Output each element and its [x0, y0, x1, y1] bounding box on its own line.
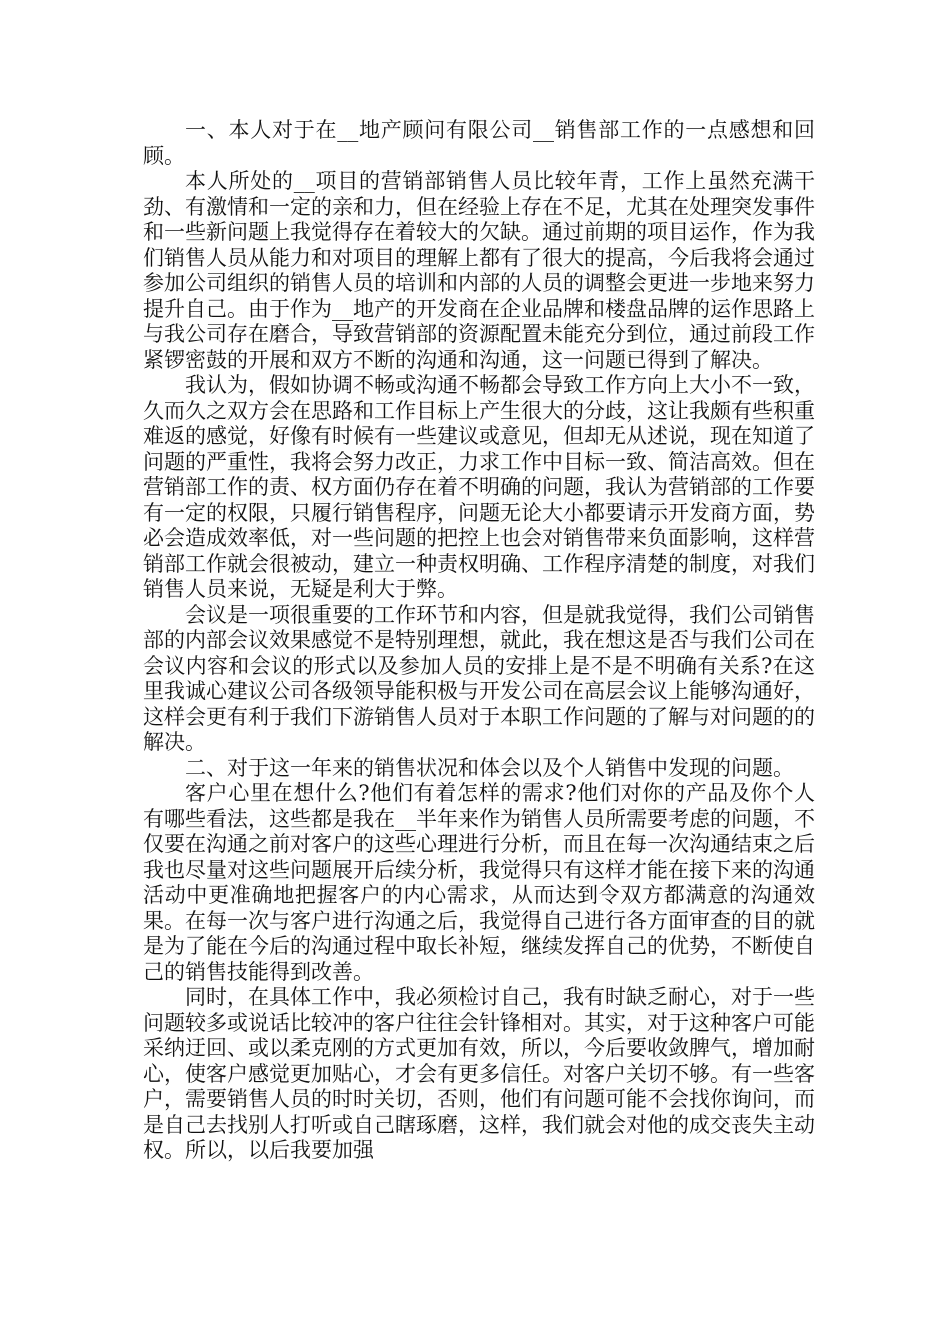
paragraph-communication-issues: 我认为，假如协调不畅或沟通不畅都会导致工作方向上大小不一致，久而久之双方会在思路和工作目标上产生很大的分歧，这让我颇有些积重难返的感觉，好像有时候有一些建议或意见，但却无从述说，现在知道了问题的严重性，我将会努力改正，力求工作中目标一致、简洁高效。但在营销部工作的责、权方面仍存在着不明确的问题，我认为营销部的工作要有一定的权限，只履行销售程序，问题无论大小都要请示开发商方面，势必会造成效率低，对一些问题的把控上也会对销售带来负面影响，这样营销部工作就会很被动，建立一种责权明确、工作程序清楚的制度，对我们销售人员来说，无疑是利大于弊。: [143, 373, 815, 601]
paragraph-section-two-heading: 二、对于这一年来的销售状况和体会以及个人销售中发现的问题。: [185, 755, 794, 780]
paragraph-self-review: 同时，在具体工作中，我必须检讨自己，我有时缺乏耐心，对于一些问题较多或说话比较冲的客户往往会针锋相对。其实，对于这种客户可能采纳迂回、或以柔克刚的方式更加有效，所以，今后要收敛脾气，增加耐心，使客户感觉更加贴心，才会有更多信任。对客户关切不够。有一些客户，需要销售人员的时时关切，否则，他们有问题可能不会找你询问，而是自己去找别人打听或自己瞎琢磨，这样，我们就会对他的成交丧失主动权。所以，以后我要加强: [143, 985, 815, 1162]
document-body: [143, 118, 815, 1164]
paragraph-section-one-heading: 一、本人对于在__地产顾问有限公司__销售部工作的一点感想和回顾。: [143, 118, 815, 168]
paragraph-team-experience: 本人所处的__项目的营销部销售人员比较年青，工作上虽然充满干劲、有激情和一定的亲和力，但在经验上存在不足，尤其在处理突发事件和一些新问题上我觉得存在着较大的欠缺。通过前期的项目运作，作为我们销售人员从能力和对项目的理解上都有了很大的提高，今后我将会通过参加公司组织的销售人员的培训和内部的人员的调整会更进一步地来努力提升自己。由于作为__地产的开发商在企业品牌和楼盘品牌的运作思路上与我公司存在磨合，导致营销部的资源配置未能充分到位，通过前段工作紧锣密鼓的开展和双方不断的沟通和沟通，这一问题已得到了解决。: [143, 169, 815, 372]
paragraph-customer-needs: 客户心里在想什么?他们有着怎样的需求?他们对你的产品及你个人有哪些看法，这些都是我在__半年来作为销售人员所需要考虑的问题，不仅要在沟通之前对客户的这些心理进行分析，而且在每一次沟通结束之后我也尽量对这些问题展开后续分析，我觉得只有这样才能在接下来的沟通活动中更准确地把握客户的内心需求，从而达到令双方都满意的沟通效果。在每一次与客户进行沟通之后，我觉得自己进行各方面审查的目的就是为了能在今后的沟通过程中取长补短，继续发挥自己的优势，不断使自己的销售技能得到改善。: [143, 781, 815, 984]
paragraph-meetings: 会议是一项很重要的工作环节和内容，但是就我觉得，我们公司销售部的内部会议效果感觉不是特别理想，就此，我在想这是否与我们公司在会议内容和会议的形式以及参加人员的安排上是不是不明确有关系?在这里我诚心建议公司各级领导能积极与开发公司在高层会议上能够沟通好，这样会更有利于我们下游销售人员对于本职工作问题的了解与对问题的的解决。: [143, 602, 815, 754]
